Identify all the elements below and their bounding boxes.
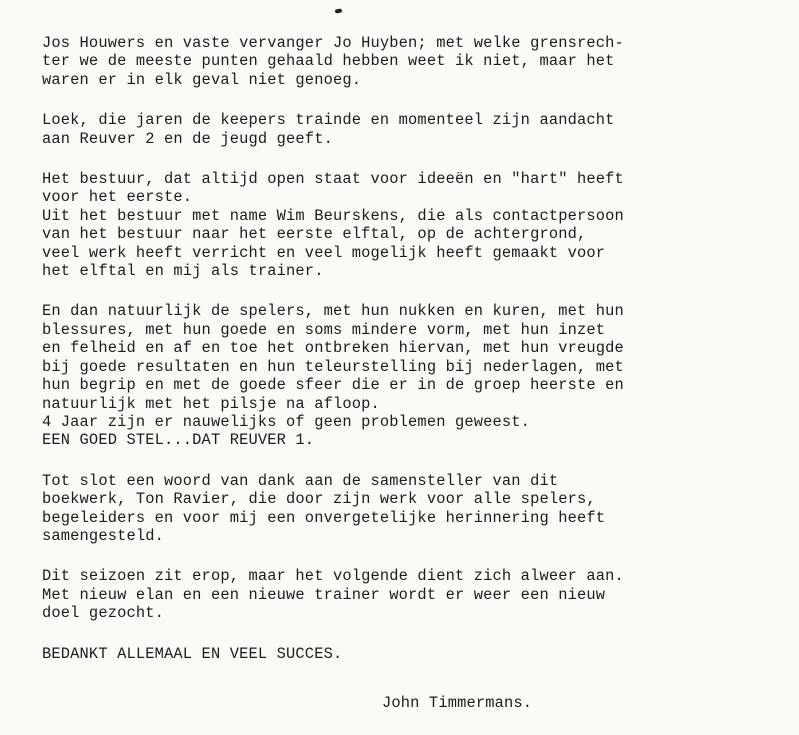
text-line: EEN GOED STEL...DAT REUVER 1. [42,431,315,450]
paragraph [42,302,772,449]
text-line: doel gezocht. [42,604,165,623]
letter-body [42,34,772,685]
text-line: het elftal en mij als trainer. [42,262,324,281]
text-line: En dan natuurlijk de spelers, met hun nukken en kuren, met hun [42,302,624,321]
paragraph [42,472,772,546]
text-line: 4 Jaar zijn er nauwelijks of geen problemen geweest. [42,412,531,431]
text-line: Met nieuw elan en een nieuwe trainer wordt er weer een nieuw [42,585,606,604]
paragraph [42,645,772,663]
paragraph [42,567,772,622]
text-line: natuurlijk met het pilsje na afloop. [42,394,380,413]
text-line: aan Reuver 2 en de jeugd geeft. [42,129,333,148]
text-line: Uit het bestuur met name Wim Beurskens, die als contactpersoon [42,206,624,225]
text-line: Het bestuur, dat altijd open staat voor ideeën en "hart" heeft [42,170,624,189]
text-line: van het bestuur naar het eerste elftal, op de achtergrond, [42,225,587,244]
text-line: BEDANKT ALLEMAAL EN VEEL SUCCES. [42,644,343,663]
text-line: waren er in elk geval niet genoeg. [42,70,362,89]
text-line: Dit seizoen zit erop, maar het volgende dient zich alweer aan. [42,567,624,586]
signature: John Timmermans. [382,694,533,712]
text-line: hun begrip en met de goede sfeer die er in de groep heerste en [42,376,624,395]
text-line: Jos Houwers en vaste vervanger Jo Huyben; met welke grensrech- [42,34,624,52]
text-line: bij goede resultaten en hun teleurstelling bij nederlagen, met [42,357,624,376]
text-line: blessures, met hun goede en soms mindere vorm, met hun inzet [42,320,606,339]
text-line: ter we de meeste punten gehaald hebben weet ik niet, maar het [42,52,615,71]
text-line: Loek, die jaren de keepers trainde en momenteel zijn aandacht [42,111,615,130]
text-line: boekwerk, Ton Ravier, die door zijn werk voor alle spelers, [42,490,596,509]
text-line: veel werk heeft verricht en veel mogelijk heeft gemaakt voor [42,243,606,262]
ink-mark [335,9,342,14]
paragraph [42,34,772,89]
text-line: samengesteld. [42,526,165,545]
paragraph [42,170,772,280]
text-line: begeleiders en voor mij een onvergetelijke herinnering heeft [42,508,606,527]
paragraph [42,111,772,148]
text-line: voor het eerste. [42,188,193,207]
text-line: en felheid en af en toe het ontbreken hiervan, met hun vreugde [42,339,624,358]
text-line: Tot slot een woord van dank aan de samensteller van dit [42,471,559,490]
